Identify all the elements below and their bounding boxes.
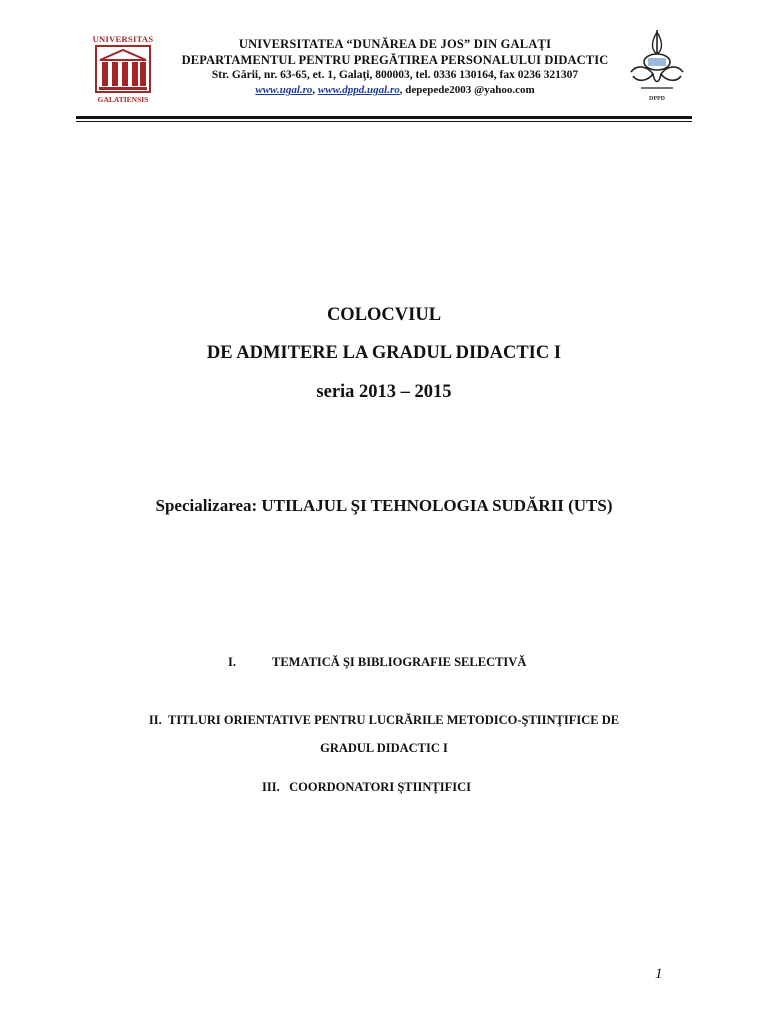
toc-item-text: COORDONATORI ŞTIINŢIFICI [289, 780, 471, 794]
dppd-logo-caption: DPPD [649, 96, 665, 102]
email-address: depepede2003 @yahoo.com [405, 84, 535, 96]
toc-item-2 [0, 706, 768, 762]
document-title: COLOCVIUL [326, 305, 442, 325]
toc-item-number: II. [148, 713, 162, 727]
page-number: 1 [655, 966, 663, 982]
university-logo [88, 34, 158, 104]
dppd-logo [627, 28, 687, 106]
dppd-emblem-icon [627, 28, 687, 96]
toc-item-3 [262, 780, 471, 795]
university-building-icon [94, 44, 152, 94]
ugal-link[interactable]: www.ugal.ro [255, 84, 313, 96]
dppd-link[interactable]: www.dppd.ugal.ro [317, 84, 400, 96]
header-rule-thick [76, 116, 692, 119]
document-header [0, 0, 768, 125]
specialization: Specializarea: UTILAJUL ŞI TEHNOLOGIA SUDĂRII (UTS) [155, 496, 613, 515]
toc-item-number: III. [262, 780, 280, 794]
logo-bottom-text: GALATIENSIS [97, 95, 149, 104]
header-rule-thin [76, 121, 692, 122]
toc-item-text-continuation: GRADUL DIDACTIC I [320, 741, 448, 755]
logo-top-text: UNIVERSITAS [92, 34, 154, 44]
document-series: seria 2013 – 2015 [316, 382, 452, 402]
toc-item-1 [228, 655, 526, 670]
department-name: DEPARTAMENTUL PENTRU PREGĂTIREA PERSONALULUI DIDACTIC [181, 53, 609, 67]
header-text-block [165, 36, 625, 98]
toc-item-text: TITLURI ORIENTATIVE PENTRU LUCRĂRILE METODICO-ŞTIINŢIFICE DE [167, 713, 620, 727]
toc-item-text: TEMATICĂ ŞI BIBLIOGRAFIE SELECTIVĂ [272, 655, 527, 669]
department-address: Str. Gării, nr. 63-65, et. 1, Galaţi, 800003, tel. 0336 130164, fax 0236 321307 [211, 69, 579, 81]
university-name: UNIVERSITATEA “DUNĂREA DE JOS” DIN GALAŢI [238, 37, 552, 51]
contact-line: www.ugal.ro, www.dppd.ugal.ro, depepede2003 @yahoo.com [255, 84, 535, 96]
document-subtitle: DE ADMITERE LA GRADUL DIDACTIC I [206, 343, 562, 363]
toc-item-number: I. [228, 655, 236, 669]
